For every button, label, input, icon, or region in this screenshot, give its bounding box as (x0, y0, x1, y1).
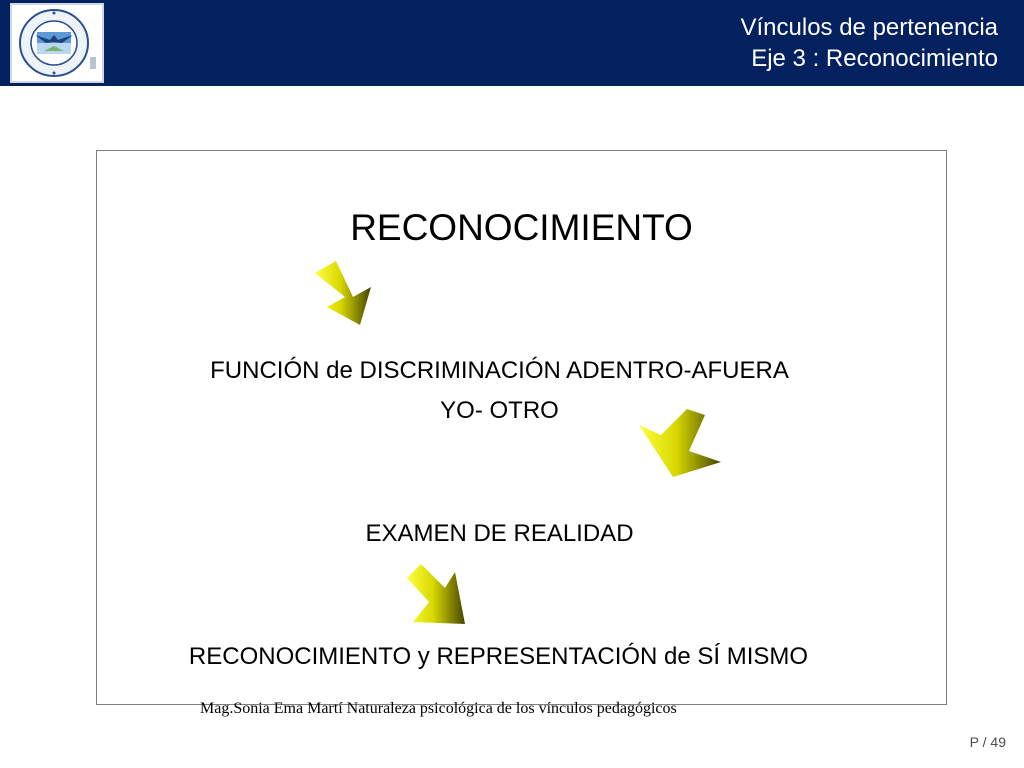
author-credit: Mag.Sonia Ema Martí Naturaleza psicológica de los vínculos pedagógicos (200, 700, 677, 717)
university-logo (10, 3, 104, 83)
title-line-1: Vínculos de pertenencia (740, 14, 998, 41)
page-number: P / 49 (969, 734, 1006, 750)
content-frame (96, 150, 947, 705)
title-line-2: Eje 3 : Reconocimiento (751, 45, 998, 72)
arrow-down-right-icon (405, 562, 469, 628)
reality-testing-text: EXAMEN DE REALIDAD (365, 520, 634, 547)
self-other-text: YO- OTRO (440, 397, 559, 424)
discrimination-function-text: FUNCIÓN de DISCRIMINACIÓN ADENTRO-AFUERA (210, 357, 789, 384)
arrow-down-right-icon (313, 259, 377, 329)
header-bar (0, 0, 1024, 86)
arrow-down-left-icon (637, 407, 723, 481)
slide-title (740, 12, 998, 74)
main-heading: RECONOCIMIENTO (350, 207, 693, 248)
self-recognition-text: RECONOCIMIENTO y REPRESENTACIÓN de SÍ MISMO (188, 643, 809, 670)
